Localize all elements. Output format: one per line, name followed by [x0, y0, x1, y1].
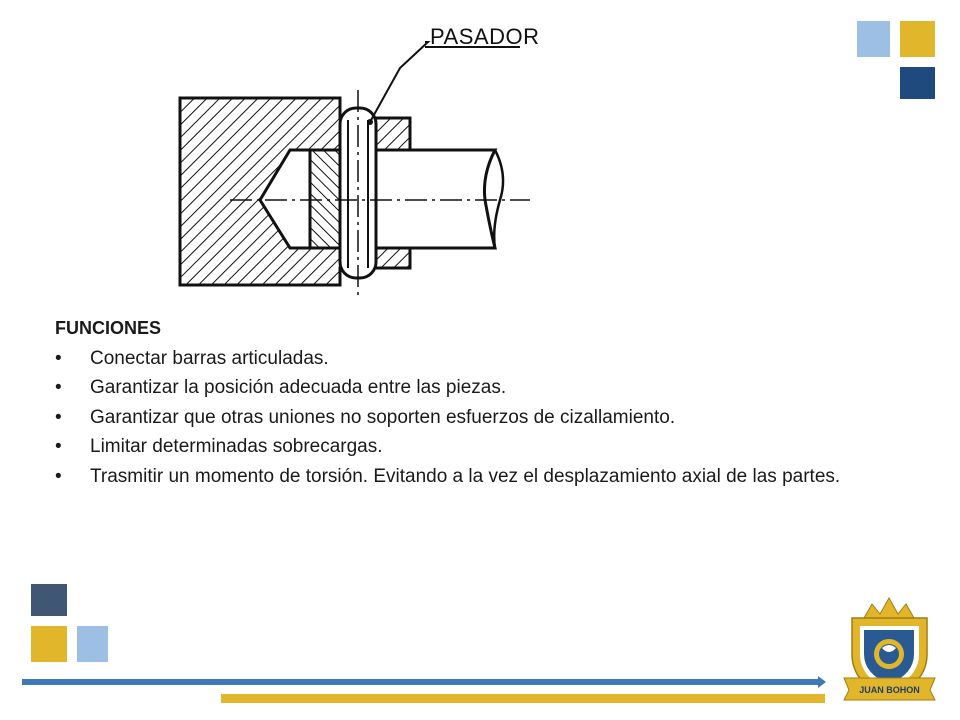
footer-blue-bar-arrow [818, 676, 826, 688]
footer-blue-bar [22, 679, 820, 685]
deco-square-light-blue-bottom [77, 626, 108, 662]
list-item: • Conectar barras articuladas. [55, 344, 915, 374]
logo-text: JUAN BOHON [859, 685, 920, 695]
bullet-icon: • [55, 406, 62, 428]
footer-gold-bar [221, 694, 825, 703]
bullet-icon: • [55, 347, 62, 369]
deco-square-gold-top [900, 21, 935, 57]
list-item: • Trasmitir un momento de torsión. Evitando a la vez el desplazamiento axial de las partes. [55, 462, 915, 492]
list-item: • Garantizar la posición adecuada entre las piezas. [55, 373, 915, 403]
functions-list [55, 344, 915, 492]
deco-square-light-blue-top [857, 21, 890, 57]
deco-square-gold-bottom [31, 626, 67, 662]
school-shield-logo [842, 596, 937, 706]
deco-square-navy-top [900, 67, 935, 99]
deco-square-slate-bottom [31, 584, 67, 616]
list-item: • Garantizar que otras uniones no soporten esfuerzos de cizallamiento. [55, 403, 915, 433]
bullet-icon: • [55, 377, 62, 398]
list-item: • Limitar determinadas sobrecargas. [55, 432, 915, 462]
section-heading: FUNCIONES [55, 318, 162, 338]
pin-label: PASADOR [430, 24, 540, 49]
bullet-icon: • [55, 465, 62, 487]
bullet-icon: • [55, 436, 62, 457]
pin-technical-drawing [170, 20, 540, 295]
functions-section [55, 314, 915, 491]
